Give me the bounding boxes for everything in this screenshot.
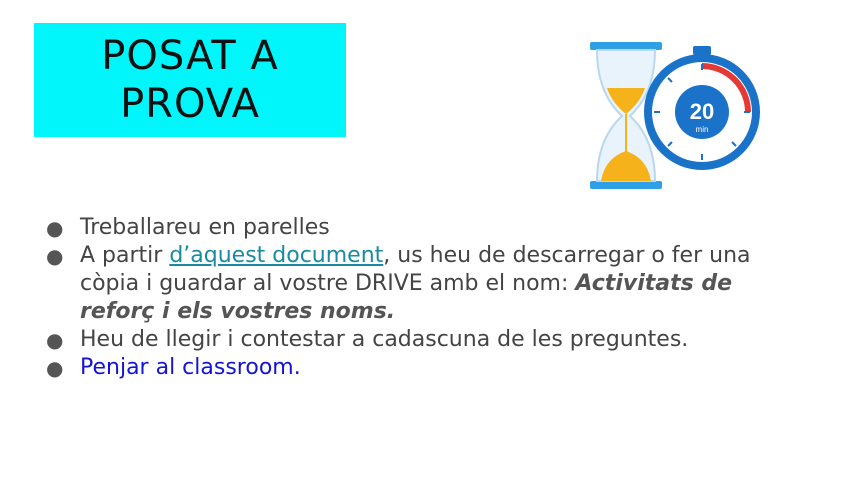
document-link[interactable]: d’aquest document bbox=[169, 243, 384, 268]
item-text-mid: , us heu de descarregar o fer una còpia i guardar al vostre DRIVE amb el nom: bbox=[80, 243, 751, 296]
title-box bbox=[34, 23, 346, 137]
list-item bbox=[40, 242, 810, 326]
item-text: Heu de llegir i contestar a cadascuna de les preguntes. bbox=[80, 327, 689, 352]
bullet-icon: ● bbox=[46, 356, 64, 380]
item-text: Treballareu en parelles bbox=[80, 215, 330, 240]
stopwatch-icon bbox=[644, 46, 760, 170]
list-item bbox=[40, 354, 810, 382]
file-name-text: Activitats de reforç i els vostres noms. bbox=[80, 271, 733, 324]
timer-illustration bbox=[585, 38, 785, 193]
list-item bbox=[40, 326, 810, 354]
timer-number: 20 bbox=[689, 99, 715, 124]
timer-unit: min bbox=[695, 125, 709, 134]
instruction-list bbox=[40, 214, 810, 382]
title-line-2: PROVA bbox=[120, 81, 260, 127]
title-line-1: POSAT A bbox=[101, 33, 279, 79]
item-text-prefix: A partir bbox=[80, 243, 170, 268]
bullet-icon: ● bbox=[46, 328, 64, 352]
list-item bbox=[40, 214, 810, 242]
bullet-icon: ● bbox=[46, 244, 64, 268]
item-text: Penjar al classroom. bbox=[80, 355, 301, 380]
bullet-icon: ● bbox=[46, 216, 64, 240]
